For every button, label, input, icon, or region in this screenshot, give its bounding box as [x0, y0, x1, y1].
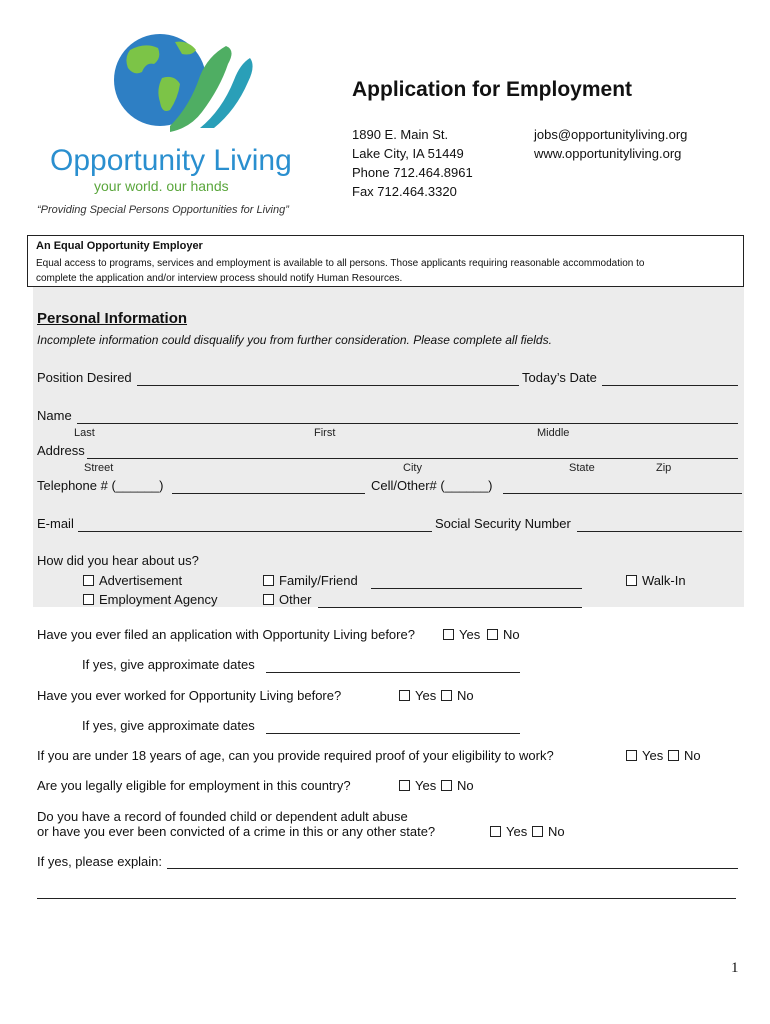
equal-opportunity-notice [27, 235, 744, 287]
logo [50, 28, 300, 200]
address-line-1: 1890 E. Main St. [352, 127, 449, 142]
question-legally-eligible: Are you legally eligible for employment in this country? [37, 778, 351, 793]
motto: “Providing Special Persons Opportunities for Living” [37, 204, 289, 216]
family-friend-field[interactable] [371, 588, 582, 589]
q5-no[interactable]: No [532, 824, 565, 839]
name-field[interactable] [77, 423, 738, 424]
logo-name: Opportunity Living [50, 144, 292, 177]
name-first-caption: First [314, 427, 336, 439]
cell-field[interactable] [503, 493, 742, 494]
heard-option-employment-agency[interactable]: Employment Agency [83, 592, 218, 607]
q1-dates-field[interactable] [266, 672, 520, 673]
checkbox[interactable] [487, 629, 498, 640]
name-label: Name [37, 408, 72, 423]
section-heading: Personal Information [37, 310, 188, 327]
cell-label: Cell/Other# (______) [371, 478, 493, 493]
explain-field-1[interactable] [167, 868, 738, 869]
explain-field-2[interactable] [37, 898, 736, 899]
telephone-field[interactable] [172, 493, 365, 494]
name-last-caption: Last [74, 427, 95, 439]
heard-option-advertisement[interactable]: Advertisement [83, 573, 182, 588]
website: www.opportunityliving.org [534, 146, 682, 161]
checkbox[interactable] [263, 594, 274, 605]
q3-no[interactable]: No [668, 748, 701, 763]
heard-option-other[interactable]: Other [263, 592, 312, 607]
q5-yes[interactable]: Yes [490, 824, 527, 839]
checkbox[interactable] [532, 826, 543, 837]
q2-dates-label: If yes, give approximate dates [82, 718, 255, 733]
question-record-line-1: Do you have a record of founded child or dependent adult abuse [37, 809, 408, 824]
globe-hands-icon [50, 28, 300, 138]
heard-label: How did you hear about us? [37, 553, 199, 568]
ssn-label: Social Security Number [435, 516, 571, 531]
date-label: Today’s Date [522, 370, 597, 385]
checkbox[interactable] [83, 575, 94, 586]
q3-yes[interactable]: Yes [626, 748, 663, 763]
checkbox[interactable] [626, 575, 637, 586]
other-field[interactable] [318, 607, 582, 608]
section-instruction: Incomplete information could disqualify you from further consideration. Please complete all fields. [37, 333, 552, 347]
checkbox[interactable] [441, 690, 452, 701]
q2-yes[interactable]: Yes [399, 688, 436, 703]
q2-dates-field[interactable] [266, 733, 520, 734]
logo-tagline: your world. our hands [94, 178, 229, 194]
checkbox[interactable] [263, 575, 274, 586]
question-under-18: If you are under 18 years of age, can you provide required proof of your eligibility to work? [37, 748, 554, 763]
checkbox[interactable] [443, 629, 454, 640]
date-field[interactable] [602, 385, 738, 386]
question-record-line-2: or have you ever been convicted of a crime in this or any other state? [37, 824, 436, 839]
email-field[interactable] [78, 531, 432, 532]
ssn-field[interactable] [577, 531, 742, 532]
checkbox[interactable] [490, 826, 501, 837]
heard-option-family-friend[interactable]: Family/Friend [263, 573, 358, 588]
q1-yes[interactable]: Yes [443, 627, 480, 642]
address-line-2: Lake City, IA 51449 [352, 146, 464, 161]
q4-yes[interactable]: Yes [399, 778, 436, 793]
page-number: 1 [731, 960, 739, 976]
page-title: Application for Employment [352, 78, 633, 101]
q1-dates-label: If yes, give approximate dates [82, 657, 255, 672]
checkbox[interactable] [399, 780, 410, 791]
address-field[interactable] [87, 458, 738, 459]
name-middle-caption: Middle [537, 427, 570, 439]
question-prior-application: Have you ever filed an application with Opportunity Living before? [37, 627, 415, 642]
question-prior-employment: Have you ever worked for Opportunity Living before? [37, 688, 342, 703]
addr-state-caption: State [569, 462, 595, 474]
checkbox[interactable] [83, 594, 94, 605]
q4-no[interactable]: No [441, 778, 474, 793]
address-label: Address [37, 443, 85, 458]
addr-zip-caption: Zip [656, 462, 672, 474]
position-field[interactable] [137, 385, 519, 386]
checkbox[interactable] [399, 690, 410, 701]
telephone-label: Telephone # (______) [37, 478, 164, 493]
addr-city-caption: City [403, 462, 422, 474]
position-label: Position Desired [37, 370, 132, 385]
checkbox[interactable] [626, 750, 637, 761]
fax: Fax 712.464.3320 [352, 184, 457, 199]
heard-option-walk-in[interactable]: Walk-In [626, 573, 686, 588]
notice-text-1: Equal access to programs, services and employment is available to all persons. Those applicants requiring reasonable accommodation to [36, 258, 645, 269]
checkbox[interactable] [441, 780, 452, 791]
email-address: jobs@opportunityliving.org [534, 127, 688, 142]
q1-no[interactable]: No [487, 627, 520, 642]
checkbox[interactable] [668, 750, 679, 761]
addr-street-caption: Street [84, 462, 114, 474]
email-label: E-mail [37, 516, 74, 531]
explain-label: If yes, please explain: [37, 854, 163, 869]
notice-text-2: complete the application and/or interview process should notify Human Resources. [36, 273, 403, 284]
notice-title: An Equal Opportunity Employer [36, 240, 203, 252]
q2-no[interactable]: No [441, 688, 474, 703]
phone: Phone 712.464.8961 [352, 165, 473, 180]
